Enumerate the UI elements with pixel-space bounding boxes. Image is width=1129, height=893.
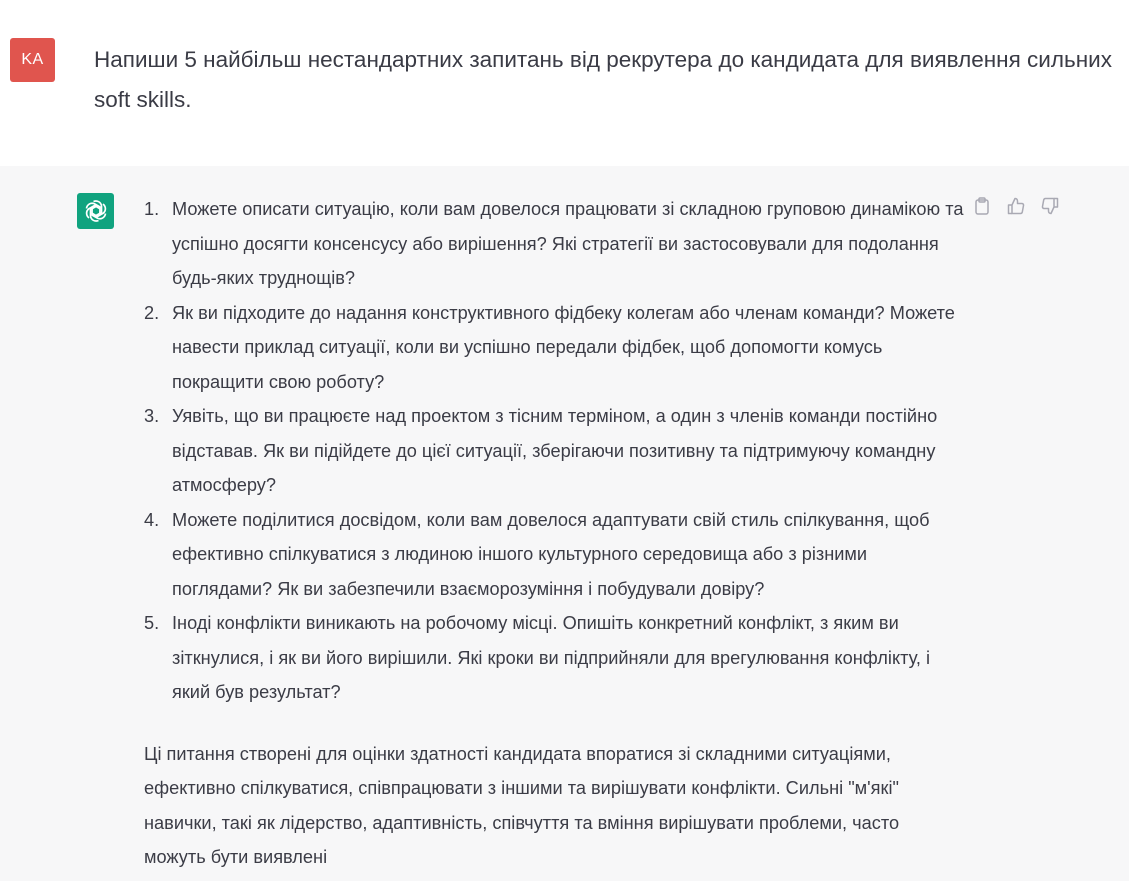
openai-logo-icon — [77, 193, 114, 229]
list-item-number: 5. — [144, 613, 160, 633]
assistant-message-row — [0, 166, 1129, 881]
answer-list — [144, 192, 964, 710]
list-item — [144, 296, 964, 400]
assistant-message-content — [144, 192, 964, 893]
user-avatar: KA — [10, 38, 55, 82]
list-item-number: 2. — [144, 302, 160, 323]
list-item-text: Можете описати ситуацію, коли вам довелося працювати зі складною груповою динамікою та успішно досягти консенсусу або вирішення? Які стратегії ви застосовували для подолання будь-яких труднощів? — [172, 199, 964, 288]
list-item-text: Іноді конфлікти виникають на робочому місці. Опишіть конкретний конфлікт, з яким ви зіткнулися, і як ви його вирішили. Які кроки ви підприйняли для врегулювання конфлікту, і який був результат? — [172, 613, 931, 702]
thumbs-down-icon[interactable] — [1040, 196, 1060, 216]
list-item — [144, 399, 964, 503]
list-item-text: Як ви підходите до надання конструктивного фідбеку колегам або членам команди? Можете навести приклад ситуації, коли ви успішно передали фідбек, щоб допомогти комусь покращити свою роботу? — [172, 302, 955, 392]
summary-paragraph: Ці питання створені для оцінки здатності кандидата впоратися зі складними ситуаціями, ефективно спілкуватися, співпрацювати з іншими та вирішувати конфлікти. Сильні "м'які" навички, такі як лідерство, адаптивність, співчуття та вміння вирішувати проблеми, часто можуть бути виявлені — [144, 743, 900, 867]
list-item — [144, 606, 964, 710]
list-item — [144, 192, 964, 296]
user-message-text: Напиши 5 найбільш нестандартних запитань від рекрутера до кандидата для виявлення сильних soft skills. — [94, 47, 1112, 112]
list-item-text: Уявіть, що ви працюєте над проектом з тісним терміном, а один з членів команди постійно відставав. Як ви підійдете до цієї ситуації, зберігаючи позитивну та підтримуючу командну атмосферу? — [172, 406, 938, 495]
list-item-text: Можете поділитися досвідом, коли вам довелося адаптувати свій стиль спілкування, щоб ефективно спілкуватися з людиною іншого культурного середовища або з різними поглядами? Як ви забезпечили взаєморозуміння і побудували довіру? — [172, 509, 930, 599]
list-item-number: 4. — [144, 509, 160, 530]
user-message-row — [0, 0, 1129, 166]
list-item-number: 3. — [144, 406, 160, 426]
clipboard-icon[interactable] — [972, 196, 992, 216]
list-item — [144, 503, 964, 607]
list-item-number: 1. — [144, 199, 160, 219]
thumbs-up-icon[interactable] — [1006, 196, 1026, 216]
message-actions — [972, 196, 1060, 216]
